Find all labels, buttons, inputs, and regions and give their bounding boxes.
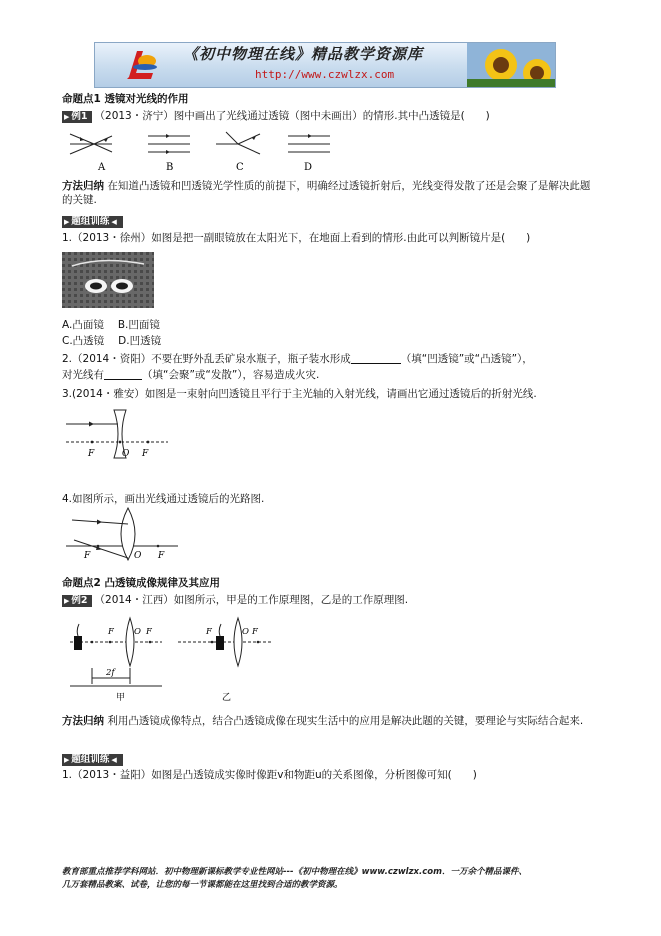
svg-text:O: O xyxy=(122,449,130,459)
svg-text:O: O xyxy=(242,627,249,637)
drill1-tag: ▶ 题组训练 ◀ xyxy=(62,214,592,228)
svg-text:F: F xyxy=(84,551,91,561)
method2: 方法归纳 利用凸透镜成像特点，结合凸透镜成像在现实生活中的应用是解决此题的关键，要理论与实际结合起来. xyxy=(62,715,584,727)
example2-figures xyxy=(66,612,276,704)
example1-stem: ▶ 例1 （2013・济宁）图中画出了光线通过透镜（图中未画出）的情形.其中凸透镜是( ) xyxy=(64,110,490,122)
q4-convex-lens-figure xyxy=(62,506,182,562)
drill2-tag: ▶ 题组训练 ◀ xyxy=(62,752,592,766)
header-banner xyxy=(94,42,556,88)
section1-title: 命题点1 透镜对光线的作用 xyxy=(62,93,189,105)
svg-text:F: F xyxy=(142,449,149,459)
sunflower-icon xyxy=(467,43,555,87)
svg-text:F: F xyxy=(88,449,95,459)
banner-title: 《初中物理在线》精品教学资源库 xyxy=(183,45,424,63)
s1-q2-line1: 2.（2014・资阳）不要在野外乱丢矿泉水瓶子，瓶子装水形成 （填“凹透镜”或“凸透镜”）， xyxy=(62,353,533,365)
glasses-photo xyxy=(62,252,154,308)
method1-label: 方法归纳 xyxy=(62,180,104,192)
s2-q1-stem: 1.（2013・益阳）如图是凸透镜成实像时像距v和物距u的关系图像，分析图像可知( ) xyxy=(62,769,477,781)
svg-text:F: F xyxy=(158,551,165,561)
svg-text:F: F xyxy=(252,627,258,637)
q3-concave-lens-figure xyxy=(62,406,172,462)
svg-text:2f: 2f xyxy=(106,668,115,678)
logo-icon xyxy=(123,47,163,83)
footer-line1: 教育部重点推荐学科网站．初中物理新课标教学专业性网站---《初中物理在线》www.czwlzx.com．一万余个精品课件、 xyxy=(62,867,527,877)
svg-text:乙: 乙 xyxy=(222,693,232,703)
option-d-label: D xyxy=(304,162,313,173)
option-b-label: B xyxy=(166,162,174,173)
svg-text:O: O xyxy=(134,551,142,561)
option-a-label: A xyxy=(98,162,106,173)
example1-tag: ▶ 例1 xyxy=(62,111,92,123)
s1-q1-stem: 1.（2013・徐州）如图是把一副眼镜放在太阳光下，在地面上看到的情形.由此可以判断镜片是( ) xyxy=(62,232,531,244)
footer-line2: 几万套精品教案、试卷，让您的每一节课都能在这里找到合适的教学资源。 xyxy=(62,880,343,890)
svg-text:甲: 甲 xyxy=(116,693,126,703)
example2-stem: ▶ 例2 （2014・江西）如图所示，甲是的工作原理图，乙是的工作原理图. xyxy=(64,594,409,606)
svg-text:F: F xyxy=(108,627,114,637)
banner-url[interactable]: http://www.czwlzx.com xyxy=(255,68,395,81)
s1-q1-choices-row2: C.凸透镜 D.凹透镜 xyxy=(62,335,162,347)
section2-title: 命题点2 凸透镜成像规律及其应用 xyxy=(62,577,220,589)
svg-text:F: F xyxy=(206,627,212,637)
s1-q2-line2: 对光线有 （填“会聚”或“发散”），容易造成火灾. xyxy=(62,369,320,381)
svg-text:F: F xyxy=(146,627,152,637)
s1-q4-stem: 4.如图所示，画出光线通过透镜后的光路图. xyxy=(62,493,265,505)
method2-label: 方法归纳 xyxy=(62,715,104,727)
svg-text:O: O xyxy=(134,627,141,637)
method1: 方法归纳 在知道凸透镜和凹透镜光学性质的前提下，明确经过透镜折射后，光线变得发散了还是会聚了是解决此题的关键. xyxy=(62,180,591,206)
s1-q1-choices-row1: A.凸面镜 B.凹面镜 xyxy=(62,319,160,331)
example2-tag: ▶ 例2 xyxy=(62,595,92,607)
s1-q3-stem: 3.(2014・雅安）如图是一束射向凹透镜且平行于主光轴的入射光线，请画出它通过透镜后的折射光线. xyxy=(62,388,537,400)
example1-figures xyxy=(66,128,366,174)
option-c-label: C xyxy=(236,162,244,173)
